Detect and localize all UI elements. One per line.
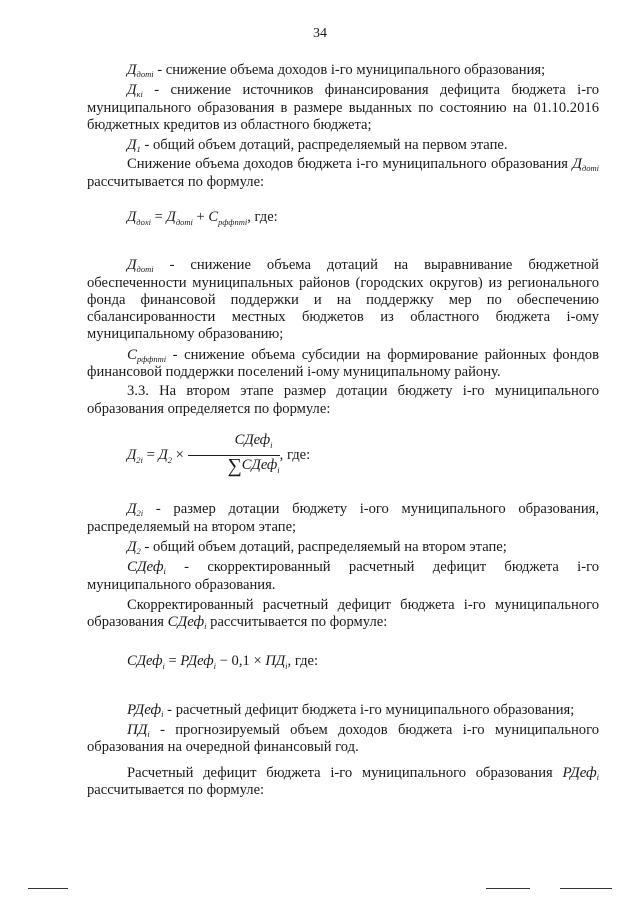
paragraph-income-reduction: Снижение объема доходов бюджета i-го муниципального образования $Д_{доті}$ рассчитывается по формуле: [87, 156, 599, 190]
definition-d-ki: $Д_{кі}$ - снижение источников финансирования дефицита бюджета i-го муниципального образования в размере выданных по состоянию на 01.10.2016 бюджетных кредитов из областного бюджета; [87, 82, 599, 133]
edge-mark [28, 888, 68, 889]
fraction: $\frac{СДеф_i}{\sum СДеф_i}$ [188, 432, 280, 479]
paragraph-calculated-deficit: Расчетный дефицит бюджета i-го муниципального образования РДеф$_i$ рассчитывается по формуле: [87, 764, 599, 798]
formula-second-stage: $Д_{2i} = Д_2$ × $\frac{СДеф_i}{\sum СДеф_i}$ , где: [87, 432, 599, 479]
definition-d2: $Д_2$ - общий объем дотаций, распределяемый на втором этапе; [127, 538, 507, 556]
symbol: СДеф$_i$ [127, 559, 166, 577]
page-number: 34 [313, 26, 327, 41]
definition-d2i: $Д_{2i}$ - размер дотации бюджету i-ого муниципального образования, распределяемый на втором этапе; [87, 501, 599, 535]
definition-c-rffpti: $С_{рффпті}$ - снижение объема субсидии на формирование районных фондов финансовой поддержки поселений i-ому муниципальному району. [87, 346, 599, 381]
scan-edge-marks [0, 888, 640, 898]
paragraph-second-stage: 3.3. На втором этапе размер дотации бюджету i-го муниципального образования определяется по формуле: [87, 383, 599, 417]
symbol: $Д_{кі}$ [127, 82, 143, 100]
paragraph-corrected-deficit: Скорректированный расчетный дефицит бюджета i-го муниципального образования СДеф$_i$ рассчитывается по формуле: [87, 596, 599, 632]
definition-d1: $Д_1$ - общий объем дотаций, распределяемый на первом этапе. [127, 137, 508, 155]
symbol: РДеф$_i$ [562, 764, 599, 782]
definition-sdef: СДеф$_i$ - скорректированный расчетный дефицит бюджета i-го муниципального образования. [87, 559, 599, 593]
definition-d-doti: $Д_{доті}$ - снижение объема доходов i-го муниципального образования; [127, 62, 546, 79]
edge-mark [486, 888, 530, 889]
page-content [87, 62, 599, 799]
edge-mark [560, 888, 612, 889]
symbol: $Д_{доті}$ [127, 257, 154, 275]
symbol: $Д_2$ [127, 538, 141, 556]
definition-pd: $ПД_i$ - прогнозируемый объем доходов бюджета i-го муниципального образования на очередной финансовый год. [87, 721, 599, 756]
symbol: РДеф$_i$ [127, 701, 164, 719]
symbol: $Д_1$ [127, 137, 141, 155]
symbol: СДеф$_i$ [167, 614, 207, 632]
symbol: $ПД_i$ [127, 721, 150, 739]
definition-d-doti-subsidy: $Д_{доті}$ - снижение объема дотаций на выравнивание бюджетной обеспеченности муниципальных районов (городских округов) из регионального фонда финансовой поддержки и на поддержку мер по обеспечению сбалансированности местных бюджетов из областного бюджета i-ому муниципальному образованию; [87, 257, 599, 343]
formula-income-reduction: $Д_{доxі} = Д_{дотi} + C_{рффпті}$, где: [127, 209, 278, 227]
formula-corrected-deficit: СДеф$_i$ = РДеф$_i$ − $0,1 \times ПД_i$, где: [127, 653, 319, 672]
symbol: $Д_{доті}$ [572, 156, 599, 174]
definition-rdef: РДеф$_i$ - расчетный дефицит бюджета i-го муниципального образования; [127, 701, 575, 719]
symbol: $Д_{доті}$ [127, 62, 154, 79]
symbol: $С_{рффпті}$ [127, 346, 167, 364]
symbol: $Д_{2i}$ [127, 501, 144, 519]
